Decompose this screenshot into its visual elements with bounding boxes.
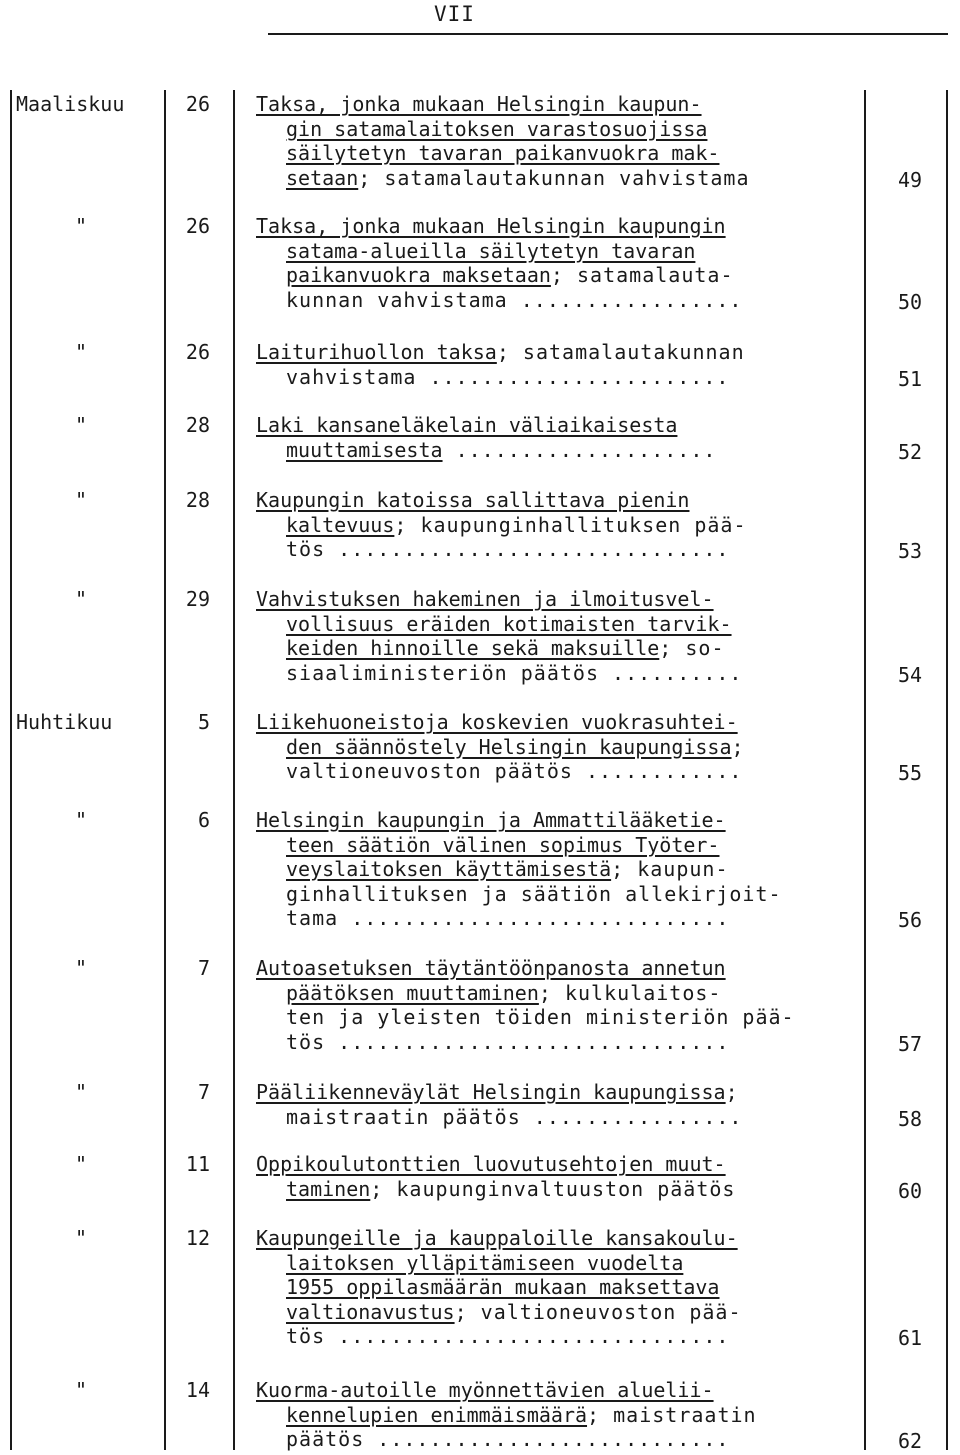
day-cell: 12 — [185, 1226, 210, 1250]
title-line — [256, 1177, 856, 1202]
title-plain-part: vahvistama ....................... — [286, 364, 730, 389]
title-line — [256, 537, 856, 562]
title-line — [256, 981, 856, 1006]
header-rule — [268, 33, 948, 35]
entry-title — [256, 710, 856, 784]
page-reference: 53 — [897, 539, 923, 563]
title-plain-part: ; so- — [659, 636, 725, 660]
title-underlined-part: kennelupien enimmäismäärä — [286, 1402, 588, 1427]
title-plain-part: .................... — [442, 437, 717, 462]
title-underlined-part: säilytetyn tavaran paikanvuokra mak- — [286, 141, 720, 165]
month-cell: " — [74, 214, 88, 238]
title-plain-part: ; kulkulaitos- — [538, 980, 722, 1005]
month-cell: " — [74, 488, 88, 512]
title-line — [256, 117, 856, 142]
title-line — [256, 1105, 856, 1130]
title-underlined-part: Pääliikenneväylät Helsingin kaupungissa — [256, 1080, 726, 1104]
title-underlined-part: Kaupungeille ja kauppaloille kansakoulu- — [256, 1226, 738, 1250]
title-plain-part: ; — [725, 1080, 739, 1104]
page-reference: 61 — [897, 1326, 923, 1350]
page-reference: 57 — [897, 1031, 923, 1056]
title-plain-part: ginhallituksen ja säätiön allekirjoit- — [286, 881, 782, 906]
entry-title — [256, 1152, 856, 1201]
title-line — [256, 1324, 856, 1349]
day-cell: 26 — [185, 92, 210, 116]
day-cell: 26 — [185, 340, 210, 364]
title-underlined-part: Vahvistuksen hakeminen ja ilmoitusvel- — [256, 587, 714, 611]
entry-title — [256, 1080, 856, 1129]
title-line — [256, 365, 856, 390]
month-cell: Huhtikuu — [16, 710, 113, 734]
entry-title — [256, 956, 856, 1054]
title-plain-part: ; maistraatin — [587, 1402, 757, 1427]
month-cell: " — [74, 808, 88, 832]
title-underlined-part: paikanvuokra maksetaan — [286, 263, 551, 287]
title-line — [256, 612, 856, 637]
day-cell: 29 — [185, 587, 210, 611]
title-plain-part: ; satamalautakunnan vahvistama — [358, 165, 750, 190]
page-number: VII — [434, 2, 475, 26]
entry-title — [256, 413, 856, 462]
title-underlined-part: Laiturihuollon taksa — [256, 340, 497, 364]
title-line — [256, 1152, 856, 1177]
title-plain-part: tama ............................. — [286, 906, 730, 930]
title-line — [256, 833, 856, 858]
page-reference: 58 — [897, 1106, 923, 1131]
title-underlined-part: Kaupungin katoissa sallittava pienin — [256, 488, 690, 512]
entry-title — [256, 1378, 856, 1452]
day-cell: 28 — [185, 488, 210, 512]
title-line — [256, 1275, 856, 1300]
entry-title — [256, 587, 856, 685]
title-plain-part: ; satamalautakunnan — [496, 340, 745, 364]
day-cell: 7 — [197, 1080, 210, 1104]
title-line — [256, 1080, 856, 1105]
title-line — [256, 513, 856, 538]
column-rule — [164, 90, 166, 1450]
title-underlined-part: keiden hinnoille sekä maksuille — [286, 636, 660, 660]
title-line — [256, 1378, 856, 1403]
month-cell: " — [74, 340, 88, 364]
title-line — [256, 956, 856, 981]
title-line — [256, 1300, 856, 1325]
month-cell: " — [74, 956, 88, 980]
title-underlined-part: 1955 oppilasmäärän mukaan maksettava — [286, 1275, 720, 1299]
title-plain-part: valtioneuvoston päätös ............ — [286, 759, 743, 783]
day-cell: 26 — [185, 214, 210, 238]
page-reference: 56 — [897, 908, 923, 932]
title-underlined-part: Oppikoulutonttien luovutusehtojen muut- — [256, 1152, 726, 1176]
title-underlined-part: päätöksen muuttaminen — [286, 980, 539, 1005]
month-cell: " — [74, 413, 88, 437]
title-line — [256, 735, 856, 760]
page-reference: 54 — [897, 662, 923, 687]
title-underlined-part: taminen — [286, 1176, 371, 1201]
title-line — [256, 759, 856, 784]
title-plain-part: ; — [731, 734, 745, 759]
page-reference: 62 — [897, 1429, 923, 1453]
month-cell: " — [74, 1378, 88, 1402]
page-reference: 52 — [897, 439, 923, 464]
title-line — [256, 413, 856, 438]
day-cell: 11 — [185, 1152, 210, 1176]
title-line — [256, 1030, 856, 1055]
title-plain-part: kunnan vahvistama ................. — [286, 287, 743, 312]
title-underlined-part: satama-alueilla säilytetyn tavaran — [286, 238, 696, 263]
entry-title — [256, 340, 856, 389]
column-rule — [864, 90, 866, 1450]
day-cell: 6 — [197, 808, 210, 832]
title-line — [256, 808, 856, 833]
entry-title — [256, 214, 856, 312]
title-underlined-part: Taksa, jonka mukaan Helsingin kaupun- — [256, 92, 702, 116]
title-underlined-part: setaan — [286, 165, 359, 190]
title-line — [256, 1251, 856, 1276]
title-underlined-part: veyslaitoksen käyttämisestä — [286, 857, 612, 881]
title-line — [256, 882, 856, 907]
month-cell: " — [74, 1226, 88, 1250]
title-line — [256, 340, 856, 365]
title-plain-part: tös .............................. — [286, 1029, 730, 1054]
day-cell: 5 — [197, 710, 210, 734]
title-underlined-part: Helsingin kaupungin ja Ammattilääketie- — [256, 808, 726, 832]
title-line — [256, 438, 856, 463]
column-rule — [233, 90, 235, 1450]
title-line — [256, 661, 856, 686]
title-plain-part: ; satamalauta- — [550, 263, 734, 287]
entry-title — [256, 488, 856, 562]
title-line — [256, 636, 856, 661]
title-line — [256, 166, 856, 191]
title-underlined-part: valtionavustus — [286, 1299, 455, 1324]
title-line — [256, 710, 856, 735]
title-line — [256, 239, 856, 264]
title-line — [256, 906, 856, 931]
title-plain-part: tös .............................. — [286, 537, 730, 561]
title-plain-part: tös .............................. — [286, 1324, 730, 1348]
month-cell: " — [74, 587, 88, 611]
day-cell: 7 — [197, 956, 210, 980]
title-plain-part: maistraatin päätös ................ — [286, 1104, 743, 1129]
title-underlined-part: kaltevuus — [286, 512, 395, 537]
title-line — [256, 141, 856, 166]
title-underlined-part: Laki kansaneläkelain väliaikaisesta — [256, 413, 678, 437]
month-cell: " — [74, 1152, 88, 1176]
title-plain-part: ; kaupunginvaltuuston päätös — [370, 1176, 736, 1201]
title-underlined-part: Taksa, jonka mukaan Helsingin kaupungin — [256, 214, 726, 238]
title-line — [256, 263, 856, 288]
title-underlined-part: Liikehuoneistoja koskevien vuokrasuhtei- — [256, 710, 738, 734]
title-plain-part: päätös ........................... — [286, 1427, 730, 1451]
title-line — [256, 857, 856, 882]
title-line — [256, 587, 856, 612]
title-underlined-part: Kuorma-autoille myönnettävien aluelii- — [256, 1378, 714, 1402]
title-line — [256, 1005, 856, 1030]
day-cell: 28 — [185, 413, 210, 437]
title-line — [256, 288, 856, 313]
title-plain-part: siaaliministeriön päätös .......... — [286, 660, 743, 685]
title-line — [256, 1427, 856, 1452]
title-underlined-part: laitoksen ylläpitämiseen vuodelta — [286, 1250, 684, 1275]
title-underlined-part: muuttamisesta — [286, 437, 443, 462]
title-plain-part: ; valtioneuvoston pää- — [454, 1299, 742, 1324]
title-underlined-part: teen säätiön välinen sopimus Työter- — [286, 832, 720, 857]
title-underlined-part: Autoasetuksen täytäntöönpanosta annetun — [256, 956, 726, 980]
title-plain-part: ; kaupunginhallituksen pää- — [394, 512, 747, 537]
title-underlined-part: vollisuus eräiden kotimaisten tarvik- — [286, 611, 732, 636]
title-underlined-part: den säännöstely Helsingin kaupungissa — [286, 734, 732, 759]
title-line — [256, 488, 856, 513]
title-line — [256, 92, 856, 117]
month-cell: " — [74, 1080, 88, 1104]
title-line — [256, 214, 856, 239]
page-reference: 51 — [897, 366, 923, 391]
page-reference: 50 — [897, 289, 923, 314]
day-cell: 14 — [185, 1378, 210, 1402]
column-rule — [946, 90, 948, 1450]
entry-title — [256, 808, 856, 931]
entry-title — [256, 92, 856, 190]
title-underlined-part: gin satamalaitoksen varastosuojissa — [286, 116, 708, 141]
title-plain-part: ; kaupun- — [611, 857, 729, 881]
title-line — [256, 1403, 856, 1428]
page-reference: 49 — [897, 167, 923, 192]
page-reference: 55 — [897, 761, 923, 785]
month-cell: Maaliskuu — [16, 92, 125, 116]
title-plain-part: ten ja yleisten töiden ministeriön pää- — [286, 1005, 795, 1029]
title-line — [256, 1226, 856, 1251]
entry-title — [256, 1226, 856, 1349]
page-reference: 60 — [897, 1178, 923, 1203]
column-rule — [10, 90, 12, 1450]
